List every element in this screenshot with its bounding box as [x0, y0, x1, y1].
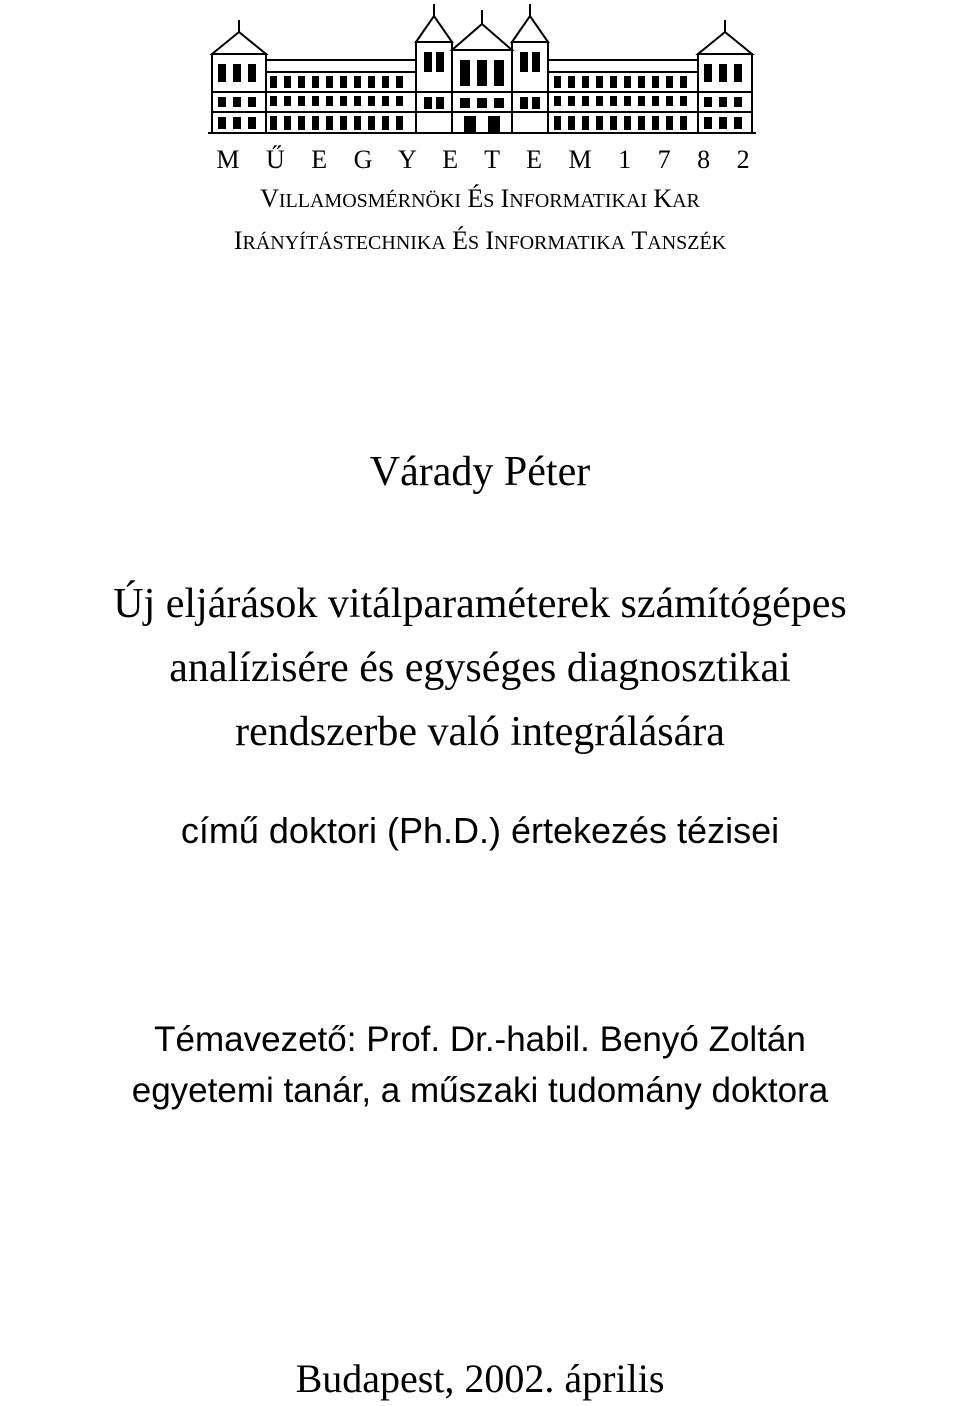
author-name: Várady Péter	[369, 449, 591, 495]
place-and-date: Budapest, 2002. április	[295, 1356, 665, 1401]
advisor-title-line: egyetemi tanár, a műszaki tudomány doktora	[131, 1071, 829, 1110]
university-main-building-icon	[208, 2, 756, 136]
faculty-name: VILLAMOSMÉRNÖKI ÉS INFORMATIKAI KAR	[260, 184, 700, 213]
advisor-line: Témavezető: Prof. Dr.-habil. Benyó Zoltán	[154, 1020, 806, 1059]
university-name: M Ű E G Y E T E M 1 7 8 2	[216, 145, 760, 174]
thesis-title-line: Új eljárások vitálparaméterek számítógépes	[113, 581, 847, 627]
thesis-subtitle: című doktori (Ph.D.) értekezés tézisei	[180, 810, 780, 851]
department-name: IRÁNYÍTÁSTECHNIKA ÉS INFORMATIKA TANSZÉK	[233, 226, 727, 255]
thesis-title-line: rendszerbe való integrálására	[235, 709, 725, 755]
thesis-title-line: analízisére és egységes diagnosztikai	[169, 645, 791, 691]
